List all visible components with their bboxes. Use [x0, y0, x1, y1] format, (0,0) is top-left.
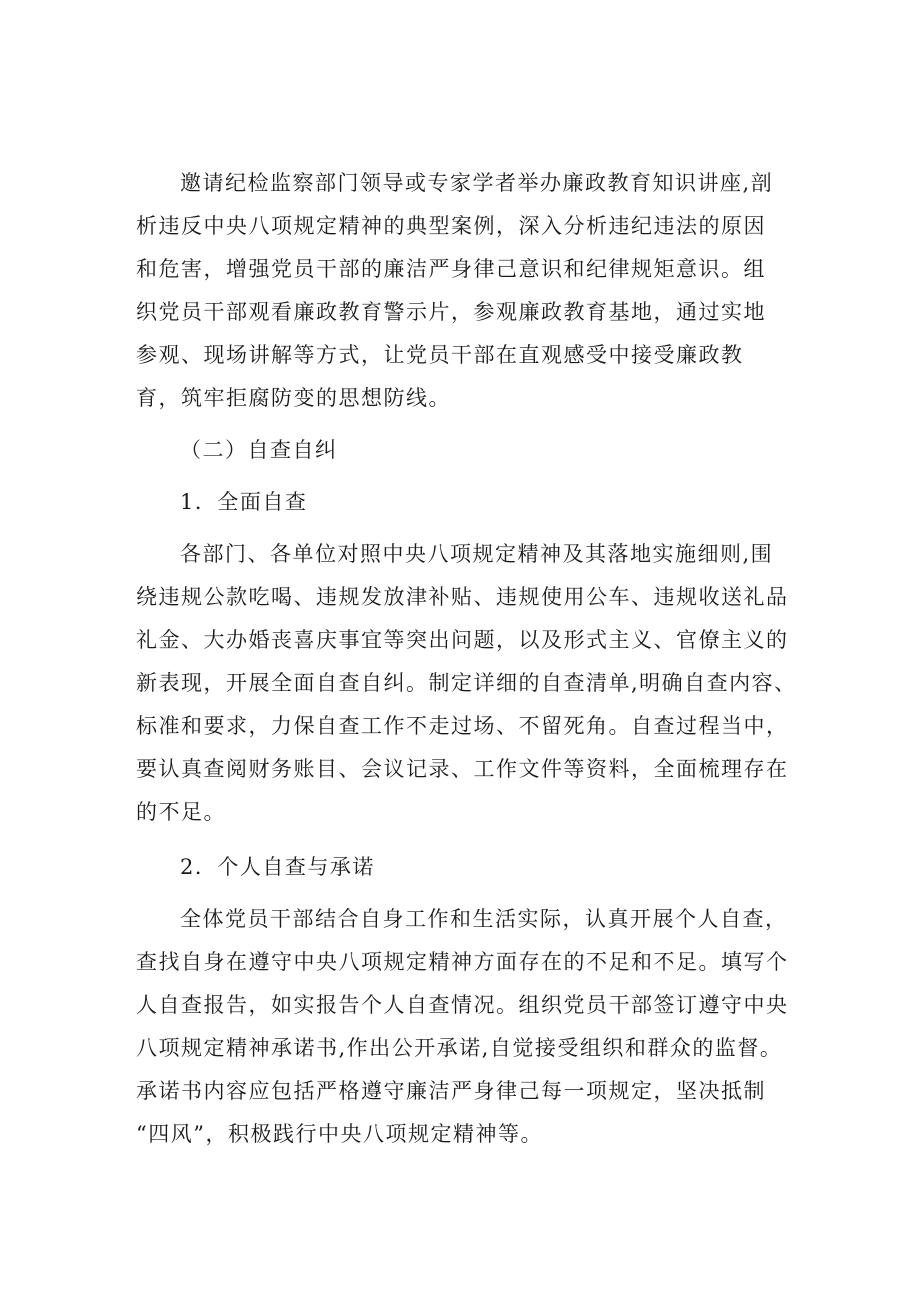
paragraph-personal-self-check	[136, 898, 812, 1156]
text-line: 礼金、大办婚丧喜庆事宜等突出问题，以及形式主义、官僚主义的	[136, 628, 789, 652]
subheading-comprehensive-self-check: 1．全面自查	[180, 490, 308, 514]
paragraph-comprehensive-self-check	[136, 533, 812, 834]
text-line: 查找自身在遵守中央八项规定精神方面存在的不足和不足。填写个	[136, 950, 789, 974]
section-heading-self-inspection: （二）自查自纠	[180, 438, 338, 462]
text-line: 析违反中央八项规定精神的典型案例，深入分析违纪违法的原因	[136, 214, 766, 238]
text-line: 的不足。	[136, 800, 226, 824]
text-line: 新表现，开展全面自查自纠。制定详细的自查清单,明确自查内容、	[136, 671, 797, 695]
text-line: 绕违规公款吃喝、违规发放津补贴、违规使用公车、违规收送礼品	[136, 585, 789, 609]
text-line: 八项规定精神承诺书,作出公开承诺,自觉接受组织和群众的监督。	[136, 1036, 783, 1060]
text-line: 织党员干部观看廉政教育警示片，参观廉政教育基地，通过实地	[136, 300, 766, 324]
text-line: 育，筑牢拒腐防变的思想防线。	[136, 386, 451, 410]
paragraph-lecture-education	[136, 162, 812, 420]
text-line: 标准和要求，力保自查工作不走过场、不留死角。自查过程当中，	[136, 714, 789, 738]
text-line: 参观、现场讲解等方式，让党员干部在直观感受中接受廉政教	[136, 343, 744, 367]
text-line: 和危害，增强党员干部的廉洁严身律己意识和纪律规矩意识。组	[136, 257, 766, 281]
text-line: 各部门、各单位对照中央八项规定精神及其落地实施细则,围	[180, 542, 774, 566]
document-body	[136, 162, 812, 1156]
text-line: 要认真查阅财务账目、会议记录、工作文件等资料，全面梳理存在	[136, 757, 789, 781]
text-line: 全体党员干部结合自身工作和生活实际，认真开展个人自查，	[180, 907, 788, 931]
text-line: 人自查报告，如实报告个人自查情况。组织党员干部签订遵守中央	[136, 993, 789, 1017]
subheading-personal-self-check: 2．个人自查与承诺	[180, 855, 375, 879]
text-line: 邀请纪检监察部门领导或专家学者举办廉政教育知识讲座,剖	[180, 171, 774, 195]
text-line: 承诺书内容应包括严格遵守廉洁严身律己每一项规定，坚决抵制	[136, 1079, 766, 1103]
text-line: “四风”，积极践行中央八项规定精神等。	[136, 1122, 543, 1146]
